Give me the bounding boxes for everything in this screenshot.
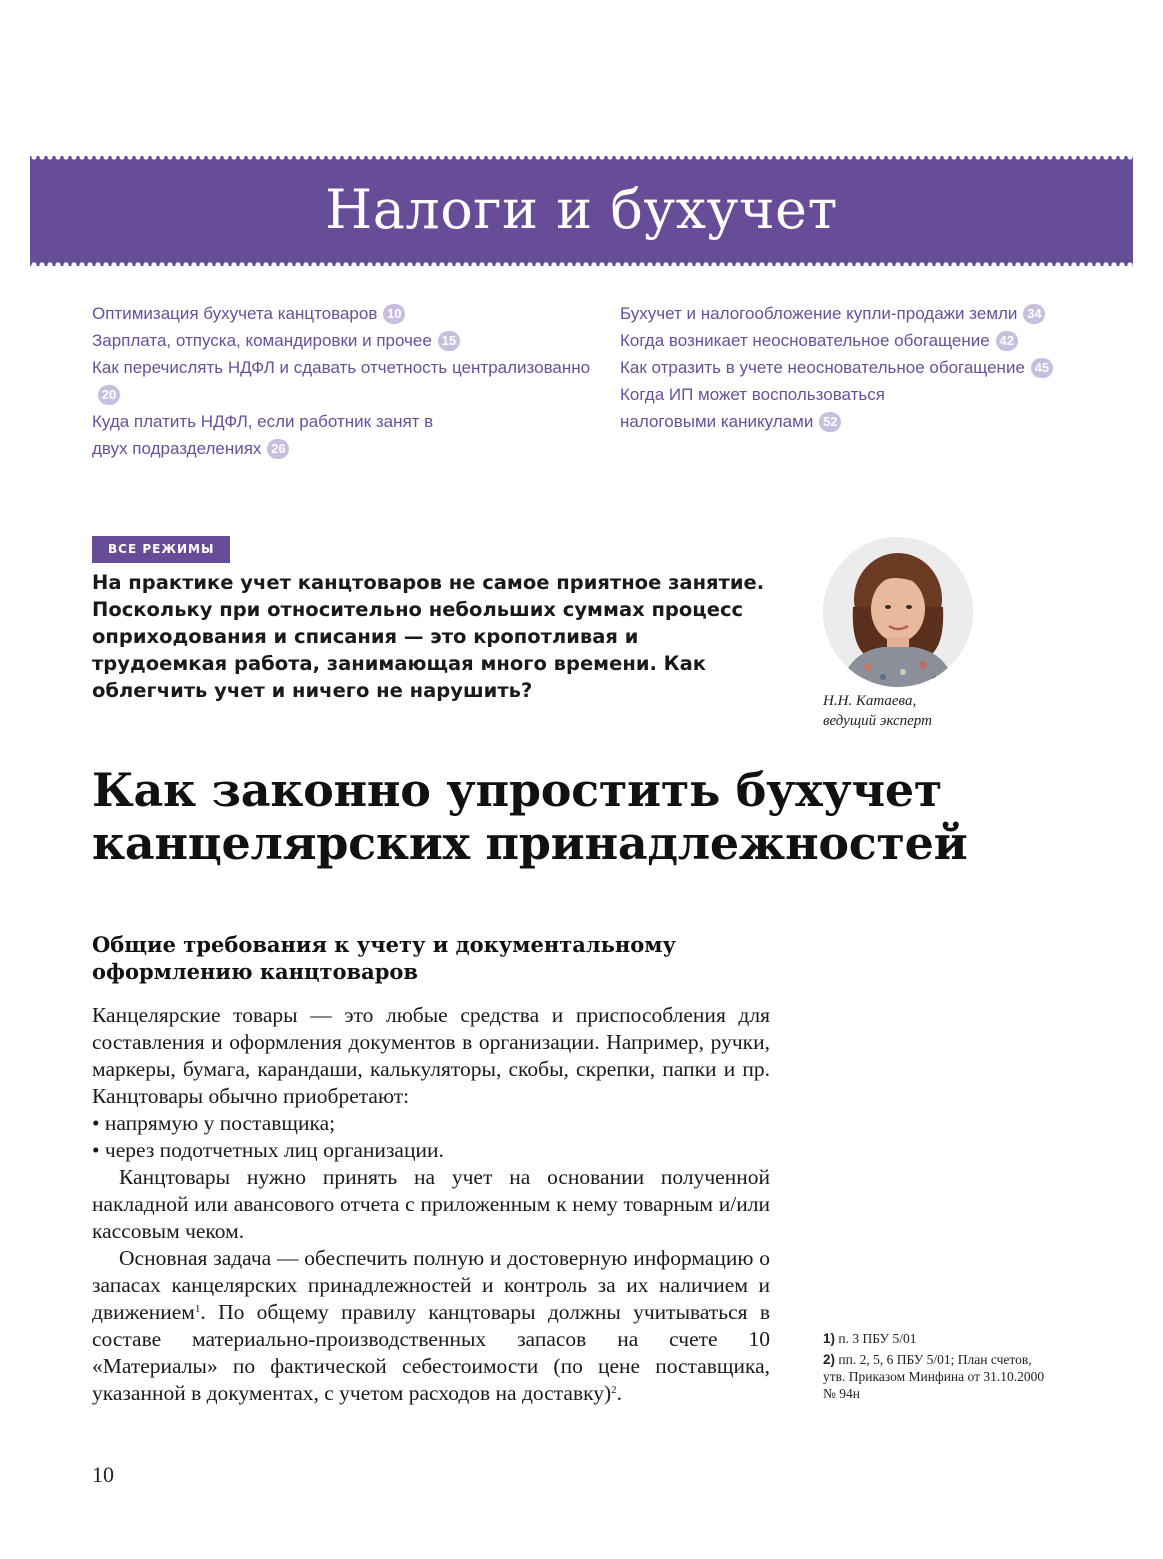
bullet-item: • напрямую у поставщика;: [92, 1111, 336, 1135]
footnotes: [823, 1330, 1053, 1406]
toc-page-badge: 42: [996, 331, 1018, 351]
body-text-segment: . По общему правилу канцтовары должны учитываться в составе материально-производственных запасов на счете 10 «Материалы» по фактической себестоимости (по цене поставщика, указанной в документах, с учетом расходов на доставку): [92, 1300, 770, 1405]
toc-item[interactable]: [92, 354, 592, 408]
footnote-text: пп. 2, 5, 6 ПБУ 5/01; План счетов, утв. Приказом Минфина от 31.10.2000 № 94н: [823, 1352, 1045, 1401]
bullet-text: через подотчетных лиц организации.: [104, 1138, 444, 1162]
section-banner: [30, 156, 1133, 266]
lead-paragraph: На практике учет канцтоваров не самое приятное занятие. Поскольку при относительно небольших суммах процесс оприходования и списания — это кропотливая и трудоемкая работа, занимающая много времени. Как облегчить учет и ничего не нарушить?: [92, 571, 765, 702]
bullet-text: напрямую у поставщика;: [104, 1111, 336, 1135]
toc-item-text: Когда возникает неосновательное обогащение: [620, 331, 990, 350]
toc-item-text: Как отразить в учете неосновательное обогащение: [620, 358, 1025, 377]
author-name: Н.Н. Катаева,: [823, 693, 917, 709]
toc-page-badge: 20: [98, 385, 120, 405]
toc-item-text: Зарплата, отпуска, командировки и прочее: [92, 331, 432, 350]
bullet-item: • через подотчетных лиц организации.: [92, 1138, 444, 1162]
footnote-ref[interactable]: 1: [194, 1303, 201, 1315]
toc-item-text: Куда платить НДФЛ, если работник занят в двух подразделениях: [92, 412, 434, 458]
toc-page-badge: 34: [1023, 304, 1045, 324]
article-headline: [92, 764, 1092, 870]
toc-item[interactable]: [620, 300, 1100, 327]
toc-item-text: Оптимизация бухучета канцтоваров: [92, 304, 378, 323]
article-body: [92, 1002, 770, 1407]
toc-item[interactable]: [92, 408, 472, 462]
footnote-text: п. 3 ПБУ 5/01: [838, 1331, 917, 1346]
toc-page-badge: 52: [819, 412, 841, 432]
author-caption: [823, 691, 1023, 731]
section-subheading: [92, 931, 772, 985]
toc-item[interactable]: [620, 381, 980, 435]
body-paragraph: Канцелярские товары — это любые средства и приспособления для составления и оформления документов в организации. Например, ручки, маркеры, бумага, карандаши, калькуляторы, скобы, скрепки, папки и пр. Канцтовары обычно приобретают:: [92, 1003, 770, 1108]
headline-line: канцелярских принадлежностей: [92, 816, 968, 870]
subheading-line: оформлению канцтоваров: [92, 959, 418, 984]
footnote-number: 1): [823, 1331, 836, 1346]
toc-page-badge: 15: [438, 331, 460, 351]
toc-page-badge: 45: [1031, 358, 1053, 378]
toc-item-text: Как перечислять НДФЛ и сдавать отчетность централизованно: [92, 358, 591, 377]
headline-line: Как законно упростить бухучет: [92, 763, 943, 817]
toc-item[interactable]: [92, 300, 592, 327]
footnote: [823, 1351, 1053, 1402]
author-photo: [823, 537, 973, 687]
rubric-tag: ВСЕ РЕЖИМЫ: [92, 536, 230, 563]
footnote: [823, 1330, 1053, 1347]
toc-page-badge: 10: [383, 304, 405, 324]
body-paragraph: [92, 1245, 770, 1407]
body-text-segment: .: [616, 1381, 623, 1405]
footnote-number: 2): [823, 1352, 836, 1367]
author-role: ведущий эксперт: [823, 713, 932, 729]
author-portrait-icon: [823, 537, 973, 687]
body-paragraph: Канцтовары нужно принять на учет на основании полученной накладной или авансового отчета с приложенным к нему товарным и/или кассовым чеком.: [92, 1165, 770, 1243]
toc-item[interactable]: [92, 327, 592, 354]
toc-page-badge: 26: [267, 439, 289, 459]
body-text-segment: Основная задача — обеспечить полную и достоверную информацию о запасах канцелярских принадлежностей и контроль за их наличием и движением: [92, 1246, 770, 1324]
toc-item[interactable]: [620, 354, 1100, 381]
toc-item[interactable]: [620, 327, 1100, 354]
toc-item-text: Бухучет и налогообложение купли-продажи земли: [620, 304, 1018, 323]
footnote-ref[interactable]: 2: [611, 1384, 617, 1396]
page-number: 10: [92, 1462, 114, 1487]
toc-item-text: Когда ИП может воспользоваться налоговыми каникулами: [620, 385, 885, 431]
toc-right-column: [620, 300, 1100, 435]
subheading-line: Общие требования к учету и документальному: [92, 932, 676, 957]
section-title: Налоги и бухучет: [325, 178, 838, 241]
toc-left-column: [92, 300, 592, 462]
